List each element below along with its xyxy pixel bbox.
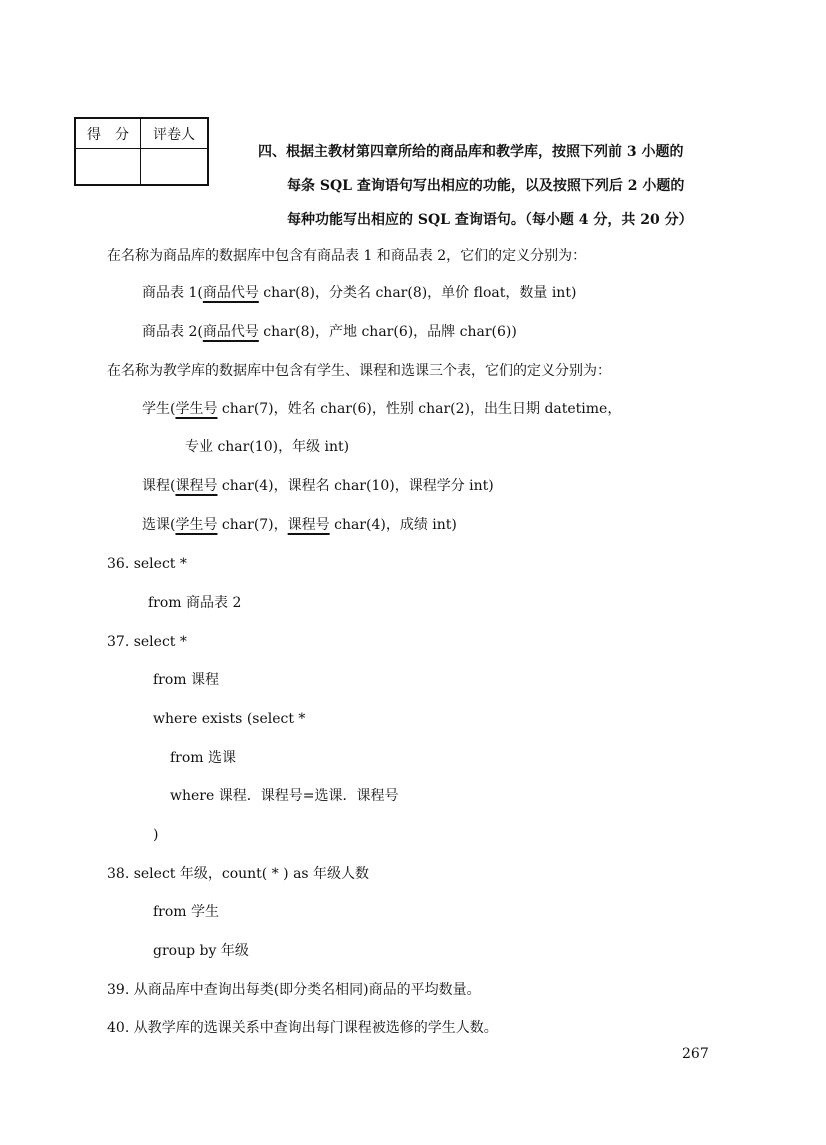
q37-line5: where 课程．课程号=选课．课程号 <box>170 788 399 804</box>
q37-line1: 37. select * <box>107 634 187 650</box>
intro-shop-db: 在名称为商品库的数据库中包含有商品表 1 和商品表 2，它们的定义分别为： <box>107 248 587 264</box>
intro-teach-db: 在名称为教学库的数据库中包含有学生、课程和选课三个表，它们的定义分别为： <box>107 363 611 379</box>
q37-line4: from 选课 <box>170 750 237 766</box>
elective-rest: char(4)，成绩 int) <box>329 517 457 533</box>
q39: 39. 从商品库中查询出每类(即分类名相同)商品的平均数量。 <box>107 982 481 998</box>
q40: 40. 从教学库的选课关系中查询出每门课程被选修的学生人数。 <box>107 1020 498 1036</box>
table1-key: 商品代号 <box>202 285 259 301</box>
elective-key1: 学生号 <box>175 517 218 533</box>
score-header: 得 分 <box>75 118 141 149</box>
grader-cell <box>141 149 209 186</box>
table1-rest: char(8)，分类名 char(8)，单价 float，数量 int) <box>258 285 577 301</box>
section-heading-line2: 每条 SQL 查询语句写出相应的功能，以及按照下列后 2 小题的 <box>287 178 685 194</box>
grader-header: 评卷人 <box>141 118 209 149</box>
section-heading-line3: 每种功能写出相应的 SQL 查询语句。（每小题 4 分，共 20 分） <box>287 212 693 228</box>
q37-line2: from 课程 <box>153 672 220 688</box>
course-pre: 课程( <box>142 478 176 494</box>
elective-key2: 课程号 <box>287 517 330 533</box>
table1-definition <box>142 283 576 303</box>
table1-pre: 商品表 1( <box>142 285 203 301</box>
table2-pre: 商品表 2( <box>142 324 203 340</box>
q36-line2: from 商品表 2 <box>148 595 242 611</box>
q36-line1: 36. select * <box>107 556 187 572</box>
elective-definition <box>142 515 457 535</box>
q38-line2: from 学生 <box>153 904 220 920</box>
table2-definition <box>142 322 517 342</box>
q38-line3: group by 年级 <box>153 943 249 959</box>
course-rest: char(4)，课程名 char(10)，课程学分 int) <box>217 478 494 494</box>
student-rest: char(7)，姓名 char(6)，性别 char(2)，出生日期 datetime， <box>217 401 622 417</box>
q38-line1: 38. select 年级，count( * ) as 年级人数 <box>107 866 370 882</box>
elective-mid: char(7)， <box>217 517 288 533</box>
student-key: 学生号 <box>175 401 218 417</box>
q37-line3: where exists (select * <box>153 711 306 727</box>
q37-line6: ) <box>153 827 159 843</box>
course-key: 课程号 <box>175 478 218 494</box>
student-definition <box>142 399 621 419</box>
table2-rest: char(8)，产地 char(6)，品牌 char(6)) <box>258 324 517 340</box>
elective-pre: 选课( <box>142 517 176 533</box>
section-heading-line1: 四、根据主教材第四章所给的商品库和教学库，按照下列前 3 小题的 <box>258 144 684 160</box>
score-cell <box>75 149 141 186</box>
page-number: 267 <box>682 1046 709 1062</box>
student-pre: 学生( <box>142 401 176 417</box>
score-table <box>74 117 209 186</box>
course-definition <box>142 476 494 496</box>
table2-key: 商品代号 <box>202 324 259 340</box>
student-definition-cont: 专业 char(10)，年级 int) <box>185 439 350 455</box>
